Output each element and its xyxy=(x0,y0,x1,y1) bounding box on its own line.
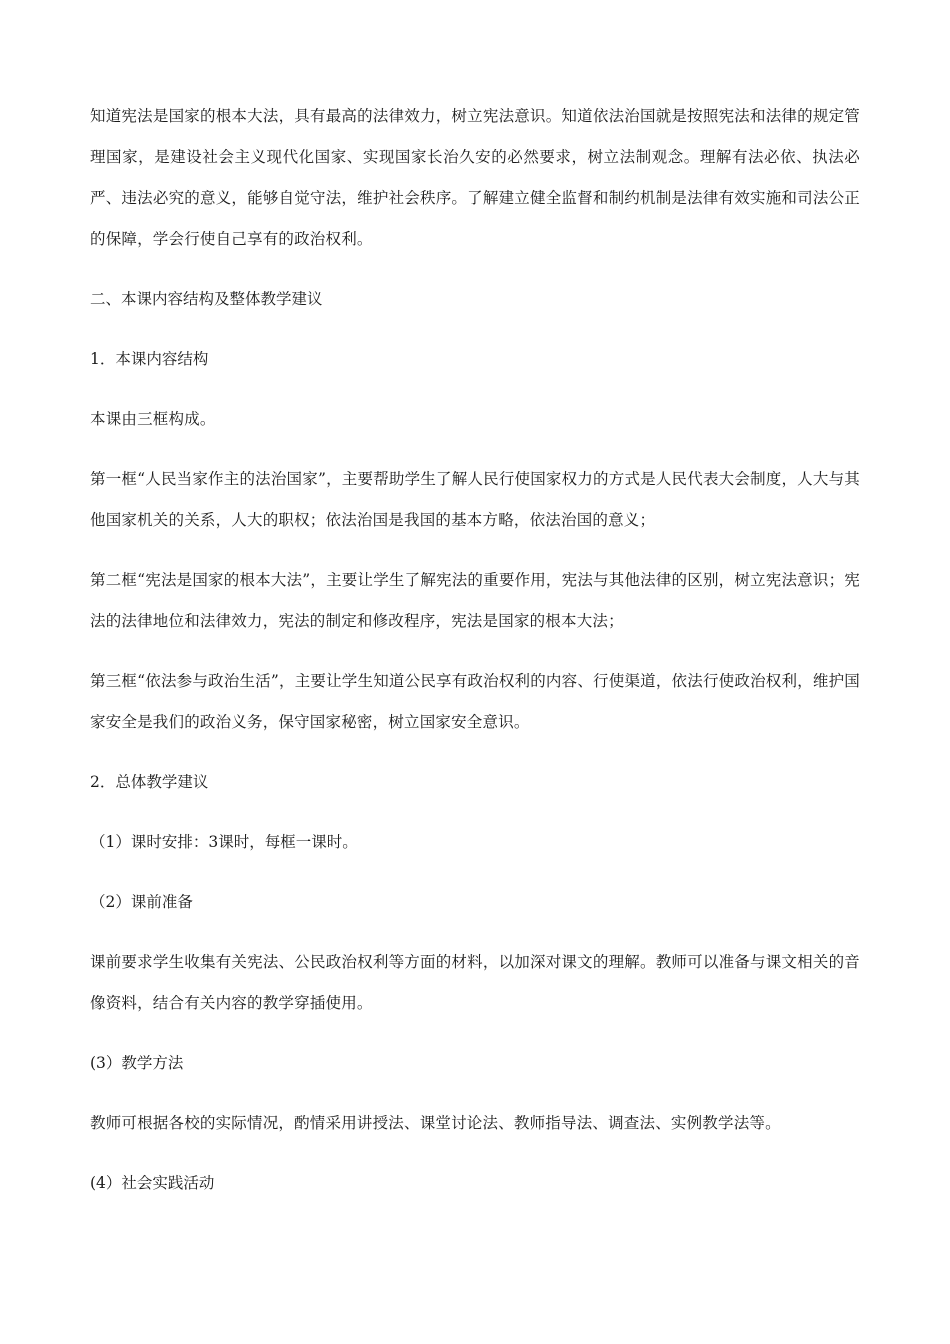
paragraph-preparation: 课前要求学生收集有关宪法、公民政治权利等方面的材料，以加深对课文的理解。教师可以准备与课文相关的音像资料，结合有关内容的教学穿插使用。 xyxy=(90,953,860,1012)
paragraph-teaching-methods: 教师可根据各校的实际情况，酌情采用讲授法、课堂讨论法、教师指导法、调查法、实例教学法等。 xyxy=(90,1114,781,1132)
document-body xyxy=(90,96,860,1223)
item-preparation: （2）课前准备 xyxy=(90,893,193,911)
subheading-content-structure: 1．本课内容结构 xyxy=(90,350,209,368)
paragraph-three-frames: 本课由三框构成。 xyxy=(90,410,216,428)
item-class-hours: （1）课时安排：3课时，每框一课时。 xyxy=(90,833,358,851)
item-teaching-methods: (3）教学方法 xyxy=(90,1054,184,1072)
item-social-practice: (4）社会实践活动 xyxy=(90,1174,215,1192)
paragraph-frame-one: 第一框“人民当家作主的法治国家”，主要帮助学生了解人民行使国家权力的方式是人民代表大会制度，人大与其他国家机关的关系，人大的职权；依法治国是我国的基本方略，依法治国的意义； xyxy=(90,470,860,529)
subheading-teaching-advice: 2．总体教学建议 xyxy=(90,773,209,791)
section-heading-structure: 二、本课内容结构及整体教学建议 xyxy=(90,290,323,308)
paragraph-constitution-goals: 知道宪法是国家的根本大法，具有最高的法律效力，树立宪法意识。知道依法治国就是按照宪法和法律的规定管理国家，是建设社会主义现代化国家、实现国家长治久安的必然要求，树立法制观念。理解有法必依、执法必严、违法必究的意义，能够自觉守法，维护社会秩序。了解建立健全监督和制约机制是法律有效实施和司法公正的保障，学会行使自己享有的政治权利。 xyxy=(90,107,860,248)
paragraph-frame-three: 第三框“依法参与政治生活”，主要让学生知道公民享有政治权利的内容、行使渠道，依法行使政治权利，维护国家安全是我们的政治义务，保守国家秘密，树立国家安全意识。 xyxy=(90,672,860,731)
paragraph-frame-two: 第二框“宪法是国家的根本大法”，主要让学生了解宪法的重要作用，宪法与其他法律的区别，树立宪法意识；宪法的法律地位和法律效力，宪法的制定和修改程序，宪法是国家的根本大法； xyxy=(90,571,860,630)
